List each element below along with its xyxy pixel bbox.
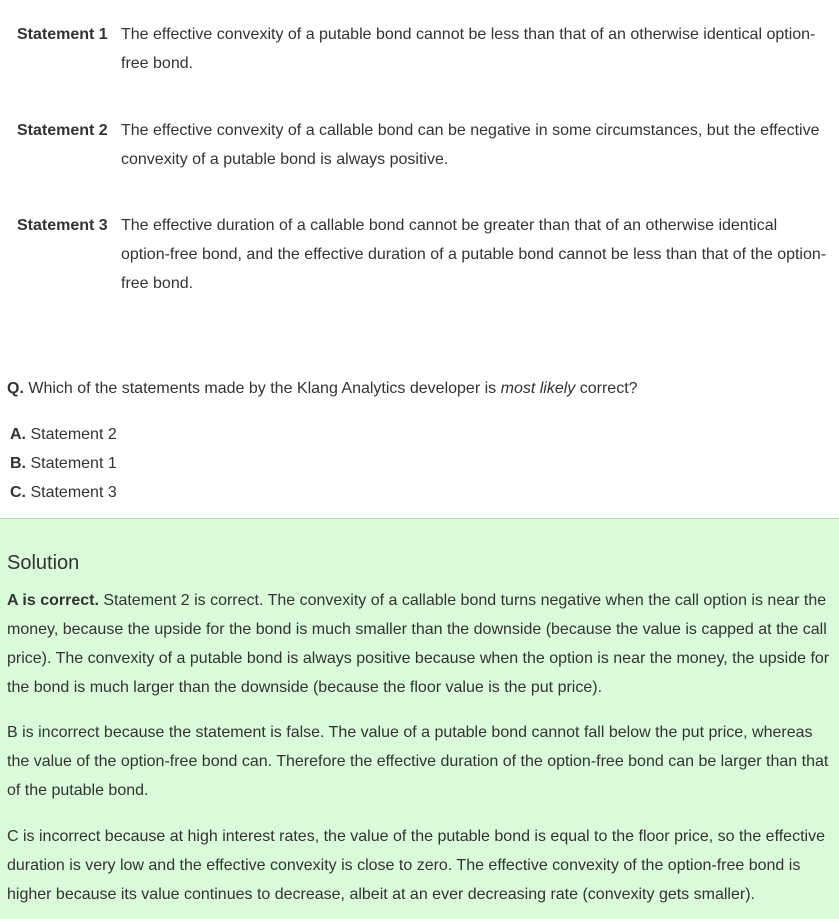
question-label: Q. [7,380,24,397]
option-letter: A. [10,426,26,443]
question-text-end: correct? [579,380,638,397]
solution-title: Solution [7,552,80,574]
option-text: Statement 3 [30,484,117,501]
statement-2 [17,116,827,174]
option-letter: B. [10,455,26,472]
option-text: Statement 2 [30,426,117,443]
statement-label: Statement 3 [17,217,108,234]
option-c[interactable] [10,478,410,507]
solution-paragraph-c: C is incorrect because at high interest rates, the value of the putable bond is equal to the floor price, so the effective duration is very low and the effective convexity is close to zero. The effective convexity of the option-free bond is higher because its value continues to decrease, albeit at an ever decreasing rate (convexity gets smaller). [7,828,825,903]
option-b[interactable] [10,449,410,478]
solution-verdict: A is correct. [7,592,99,609]
statement-label: Statement 2 [17,122,108,139]
statement-text: The effective convexity of a putable bond cannot be less than that of an otherwise identical option-free bond. [121,26,816,72]
solution-paragraph-a [7,586,833,702]
statement-3 [17,211,827,298]
option-letter: C. [10,484,26,501]
question [7,374,827,403]
solution-panel [0,518,839,919]
statement-label: Statement 1 [17,26,108,43]
answer-options [10,420,410,507]
statement-1 [17,20,827,78]
statement-text: The effective duration of a callable bond cannot be greater than that of an otherwise identical option-free bond, and the effective duration of a putable bond cannot be less than that of the option-free bond. [121,217,827,292]
question-emphasis: most likely [500,380,576,397]
question-text: Which of the statements made by the Klang Analytics developer is [28,380,497,397]
solution-paragraph-b: B is incorrect because the statement is false. The value of a putable bond cannot fall below the put price, whereas the value of the option-free bond can. Therefore the effective duration of the option-free bond can be larger than that of the putable bond. [7,724,829,799]
statement-text: The effective convexity of a callable bond can be negative in some circumstances, but the effective convexity of a putable bond is always positive. [121,122,820,168]
option-a[interactable] [10,420,410,449]
option-text: Statement 1 [30,455,117,472]
solution-text: Statement 2 is correct. The convexity of a callable bond turns negative when the call option is near the money, because the upside for the bond is much smaller than the downside (because the value is capped at the call price). The convexity of a putable bond is always positive because when the option is near the money, the upside for the bond is much larger than the downside (because the floor value is the put price). [7,592,830,696]
